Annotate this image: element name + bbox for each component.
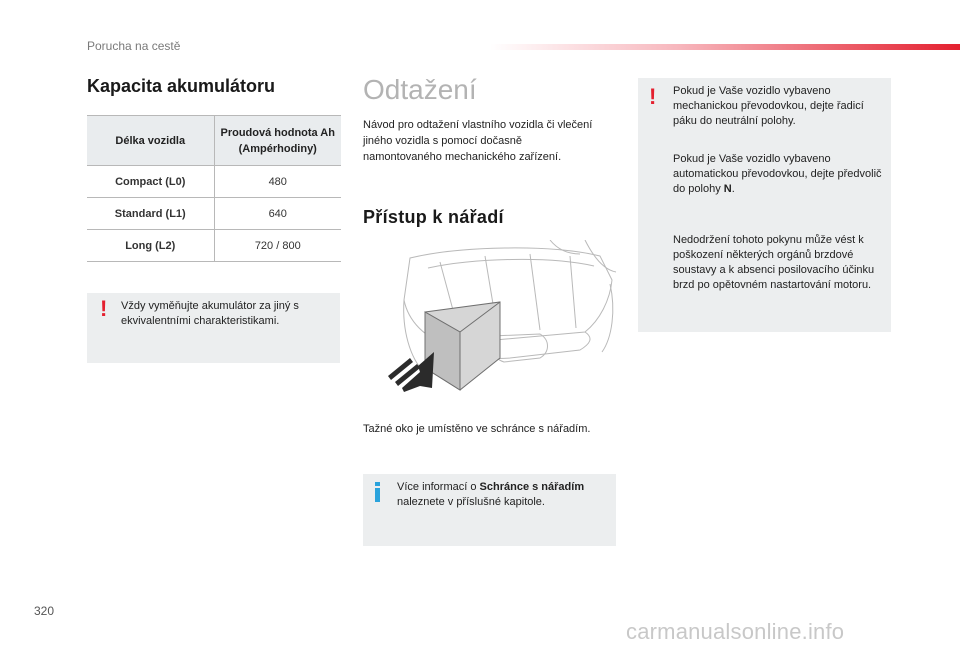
battery-capacity-table	[87, 115, 341, 262]
battery-warning-text: Vždy vyměňujte akumulátor za jiný s ekvivalentními charakteristikami.	[121, 300, 299, 327]
table-cell-capacity: 640	[214, 198, 341, 230]
table-row	[87, 198, 341, 230]
info-text-start: Více informací o	[397, 481, 480, 493]
warning-exclamation-icon: !	[649, 84, 657, 109]
gearbox-consequence-text: Nedodržení tohoto pokynu může vést k poškození některých orgánů brzdové soustavy a k absenci posilovacího účinku brzd po opětovném nastartování motoru.	[673, 234, 875, 291]
tow-eye-caption: Tažné oko je umístěno ve schránce s nářadím.	[363, 423, 591, 435]
automatic-text-start: Pokud je Vaše vozidlo vybaveno automatickou převodovkou, dejte předvolič do polohy	[673, 153, 882, 195]
table-row	[87, 166, 341, 198]
info-text-reference: Schránce s nářadím	[479, 481, 585, 493]
warning-exclamation-icon: !	[100, 296, 108, 321]
page-header-bar	[490, 44, 960, 50]
gearbox-automatic-text	[673, 152, 888, 197]
tool-box-illustration	[380, 240, 620, 400]
towing-heading: Odtažení	[363, 74, 477, 105]
watermark: carmanualsonline.info	[626, 619, 845, 644]
table-header-row	[87, 116, 341, 166]
page-header-title: Porucha na cestě	[87, 39, 181, 53]
table-cell-capacity: 480	[214, 166, 341, 198]
tool-access-heading: Přístup k nářadí	[363, 207, 504, 227]
gearbox-warning-note	[638, 78, 891, 332]
automatic-text-position: N	[723, 183, 732, 195]
tool-box-info-note	[363, 474, 616, 546]
table-cell-model: Long (L2)	[87, 230, 214, 262]
battery-warning-note	[87, 293, 340, 363]
towing-intro-text: Návod pro odtažení vlastního vozidla či vlečení jiného vozidla s pomocí dočasně namontovaného mechanického zařízení.	[363, 119, 593, 163]
table-row	[87, 230, 341, 262]
table-cell-model: Standard (L1)	[87, 198, 214, 230]
info-text-end: naleznete v příslušné kapitole.	[397, 496, 545, 508]
automatic-text-end: .	[731, 183, 735, 195]
info-icon	[375, 482, 380, 502]
table-header-vehicle-length: Délka vozidla	[87, 116, 214, 166]
gearbox-manual-text: Pokud je Vaše vozidlo vybaveno mechanickou převodovkou, dejte řadicí páku do neutrální polohy.	[673, 85, 864, 127]
table-cell-model: Compact (L0)	[87, 166, 214, 198]
tool-box-info-text	[397, 480, 607, 510]
page-number: 320	[34, 604, 55, 618]
table-header-capacity: Proudová hodnota Ah (Ampérhodiny)	[214, 116, 341, 166]
table-cell-capacity: 720 / 800	[214, 230, 341, 262]
battery-capacity-heading: Kapacita akumulátoru	[87, 76, 276, 96]
